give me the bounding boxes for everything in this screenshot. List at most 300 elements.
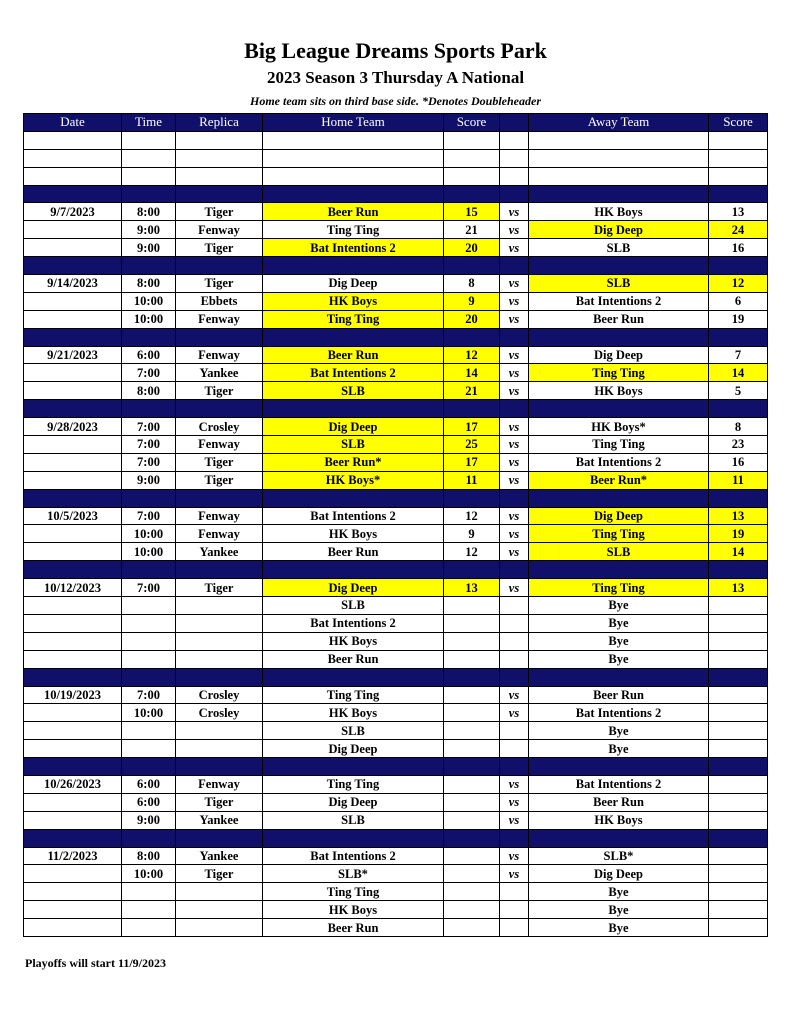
replica-cell (176, 883, 263, 901)
separator-cell (444, 257, 500, 275)
home-team-cell: Bat Intentions 2 (263, 239, 444, 257)
week-separator (24, 489, 768, 507)
away-score-cell (709, 597, 768, 615)
home-score-cell (444, 901, 500, 919)
away-score-cell: 14 (709, 364, 768, 382)
date-cell: 11/2/2023 (24, 847, 122, 865)
time-cell: 8:00 (122, 275, 176, 293)
away-team-cell: Bat Intentions 2 (529, 704, 709, 722)
replica-cell (176, 632, 263, 650)
date-cell (24, 453, 122, 471)
home-team-cell: Beer Run (263, 346, 444, 364)
away-score-cell (709, 883, 768, 901)
replica-cell: Tiger (176, 382, 263, 400)
replica-cell: Tiger (176, 793, 263, 811)
separator-cell (24, 829, 122, 847)
time-cell: 6:00 (122, 346, 176, 364)
table-row (24, 471, 768, 489)
home-score-cell: 11 (444, 471, 500, 489)
away-team-cell: Ting Ting (529, 436, 709, 454)
page-note: Home team sits on third base side. *Denotes Doubleheader (250, 94, 541, 108)
home-score-cell (444, 632, 500, 650)
separator-cell (24, 328, 122, 346)
date-cell: 10/5/2023 (24, 507, 122, 525)
replica-cell: Fenway (176, 346, 263, 364)
home-score-cell (444, 704, 500, 722)
table-row (24, 418, 768, 436)
time-cell (122, 131, 176, 149)
away-team-cell (529, 167, 709, 185)
date-cell (24, 436, 122, 454)
separator-cell (444, 829, 500, 847)
date-cell (24, 650, 122, 668)
home-score-cell (444, 811, 500, 829)
away-score-cell (709, 722, 768, 740)
date-cell: 9/14/2023 (24, 275, 122, 293)
separator-cell (709, 758, 768, 776)
date-cell (24, 221, 122, 239)
separator-cell (263, 758, 444, 776)
col-header-away-team: Away Team (529, 114, 709, 132)
table-row (24, 346, 768, 364)
home-team-cell: Dig Deep (263, 579, 444, 597)
vs-cell (500, 597, 529, 615)
separator-cell (500, 668, 529, 686)
date-cell (24, 543, 122, 561)
date-cell: 10/19/2023 (24, 686, 122, 704)
vs-cell (500, 650, 529, 668)
time-cell: 10:00 (122, 292, 176, 310)
separator-cell (444, 489, 500, 507)
vs-cell: vs (500, 686, 529, 704)
replica-cell: Yankee (176, 847, 263, 865)
separator-cell (709, 668, 768, 686)
table-row (24, 364, 768, 382)
time-cell (122, 149, 176, 167)
vs-cell: vs (500, 525, 529, 543)
date-cell: 9/28/2023 (24, 418, 122, 436)
home-team-cell: Ting Ting (263, 883, 444, 901)
home-team-cell (263, 131, 444, 149)
page-title: Big League Dreams Sports Park (244, 38, 547, 63)
separator-cell (709, 400, 768, 418)
away-score-cell: 13 (709, 579, 768, 597)
replica-cell (176, 740, 263, 758)
time-cell (122, 632, 176, 650)
home-score-cell (444, 650, 500, 668)
time-cell (122, 901, 176, 919)
home-score-cell (444, 614, 500, 632)
date-cell (24, 167, 122, 185)
home-score-cell: 13 (444, 579, 500, 597)
separator-cell (500, 829, 529, 847)
replica-cell: Tiger (176, 579, 263, 597)
separator-cell (263, 400, 444, 418)
home-team-cell: HK Boys (263, 704, 444, 722)
away-score-cell (709, 847, 768, 865)
home-score-cell (444, 775, 500, 793)
vs-cell: vs (500, 847, 529, 865)
away-score-cell (709, 149, 768, 167)
away-score-cell (709, 740, 768, 758)
home-team-cell: Bat Intentions 2 (263, 364, 444, 382)
replica-cell (176, 149, 263, 167)
date-cell (24, 149, 122, 167)
table-row (24, 865, 768, 883)
home-score-cell: 20 (444, 310, 500, 328)
table-row (24, 793, 768, 811)
away-score-cell (709, 811, 768, 829)
home-score-cell: 17 (444, 418, 500, 436)
vs-cell: vs (500, 543, 529, 561)
replica-cell: Ebbets (176, 292, 263, 310)
separator-cell (122, 758, 176, 776)
away-team-cell: HK Boys (529, 382, 709, 400)
vs-cell: vs (500, 310, 529, 328)
home-team-cell: HK Boys (263, 632, 444, 650)
home-team-cell: Ting Ting (263, 686, 444, 704)
home-team-cell: Bat Intentions 2 (263, 847, 444, 865)
table-row (24, 704, 768, 722)
vs-cell (500, 901, 529, 919)
table-row (24, 919, 768, 937)
table-row (24, 722, 768, 740)
separator-cell (529, 561, 709, 579)
table-row (24, 275, 768, 293)
home-score-cell: 21 (444, 221, 500, 239)
away-team-cell: Bat Intentions 2 (529, 775, 709, 793)
date-cell (24, 382, 122, 400)
home-score-cell (444, 883, 500, 901)
separator-cell (24, 400, 122, 418)
table-row (24, 382, 768, 400)
away-team-cell: Bye (529, 919, 709, 937)
time-cell: 6:00 (122, 793, 176, 811)
time-cell: 7:00 (122, 579, 176, 597)
time-cell (122, 650, 176, 668)
date-cell (24, 614, 122, 632)
home-score-cell (444, 686, 500, 704)
vs-cell (500, 614, 529, 632)
replica-cell (176, 131, 263, 149)
home-team-cell: Beer Run (263, 543, 444, 561)
home-team-cell: Dig Deep (263, 275, 444, 293)
vs-cell: vs (500, 865, 529, 883)
vs-cell (500, 632, 529, 650)
away-team-cell: Bat Intentions 2 (529, 453, 709, 471)
vs-cell: vs (500, 704, 529, 722)
separator-cell (500, 400, 529, 418)
separator-cell (500, 185, 529, 203)
home-score-cell: 8 (444, 275, 500, 293)
away-team-cell: Ting Ting (529, 364, 709, 382)
header-row (24, 114, 768, 132)
date-cell (24, 865, 122, 883)
home-team-cell: Ting Ting (263, 775, 444, 793)
separator-cell (122, 668, 176, 686)
home-team-cell: Beer Run* (263, 453, 444, 471)
col-header-vs (500, 114, 529, 132)
away-score-cell: 8 (709, 418, 768, 436)
week-separator (24, 829, 768, 847)
home-team-cell: Ting Ting (263, 221, 444, 239)
table-row (24, 579, 768, 597)
time-cell: 8:00 (122, 382, 176, 400)
home-score-cell: 12 (444, 543, 500, 561)
home-score-cell: 9 (444, 292, 500, 310)
away-score-cell (709, 632, 768, 650)
table-row (24, 507, 768, 525)
vs-cell (500, 919, 529, 937)
col-header-time: Time (122, 114, 176, 132)
home-team-cell: Ting Ting (263, 310, 444, 328)
separator-cell (176, 829, 263, 847)
away-team-cell: HK Boys (529, 203, 709, 221)
away-team-cell: Dig Deep (529, 346, 709, 364)
time-cell (122, 597, 176, 615)
separator-cell (709, 561, 768, 579)
home-team-cell: Dig Deep (263, 740, 444, 758)
table-row (24, 614, 768, 632)
away-score-cell: 6 (709, 292, 768, 310)
table-row (24, 632, 768, 650)
replica-cell: Tiger (176, 275, 263, 293)
away-score-cell: 24 (709, 221, 768, 239)
home-team-cell (263, 167, 444, 185)
separator-cell (176, 561, 263, 579)
date-cell (24, 310, 122, 328)
replica-cell: Crosley (176, 704, 263, 722)
date-cell (24, 883, 122, 901)
time-cell (122, 614, 176, 632)
date-cell (24, 239, 122, 257)
vs-cell: vs (500, 382, 529, 400)
vs-cell: vs (500, 811, 529, 829)
replica-cell: Tiger (176, 203, 263, 221)
col-header-date: Date (24, 114, 122, 132)
replica-cell: Fenway (176, 775, 263, 793)
separator-cell (176, 185, 263, 203)
separator-cell (444, 561, 500, 579)
vs-cell: vs (500, 471, 529, 489)
time-cell: 7:00 (122, 686, 176, 704)
table-row (24, 883, 768, 901)
away-team-cell (529, 149, 709, 167)
time-cell: 8:00 (122, 847, 176, 865)
table-row (24, 203, 768, 221)
away-team-cell: SLB (529, 239, 709, 257)
vs-cell (500, 149, 529, 167)
away-team-cell (529, 131, 709, 149)
separator-cell (444, 668, 500, 686)
away-score-cell: 13 (709, 203, 768, 221)
separator-cell (529, 400, 709, 418)
home-score-cell: 15 (444, 203, 500, 221)
replica-cell: Yankee (176, 543, 263, 561)
away-team-cell: Bye (529, 901, 709, 919)
home-score-cell (444, 793, 500, 811)
separator-cell (529, 668, 709, 686)
table-row (24, 453, 768, 471)
time-cell: 7:00 (122, 364, 176, 382)
date-cell (24, 292, 122, 310)
table-row (24, 436, 768, 454)
table-row (24, 686, 768, 704)
separator-cell (263, 668, 444, 686)
date-cell (24, 919, 122, 937)
away-score-cell: 23 (709, 436, 768, 454)
home-score-cell (444, 847, 500, 865)
home-team-cell: SLB (263, 811, 444, 829)
col-header-home-score: Score (444, 114, 500, 132)
table-row (24, 221, 768, 239)
separator-cell (122, 185, 176, 203)
date-cell (24, 597, 122, 615)
separator-cell (263, 328, 444, 346)
vs-cell (500, 131, 529, 149)
away-team-cell: Bye (529, 883, 709, 901)
away-team-cell: Bye (529, 597, 709, 615)
separator-cell (263, 185, 444, 203)
replica-cell: Tiger (176, 453, 263, 471)
separator-cell (709, 185, 768, 203)
home-score-cell: 21 (444, 382, 500, 400)
home-score-cell (444, 167, 500, 185)
away-score-cell (709, 704, 768, 722)
table-row (24, 650, 768, 668)
replica-cell: Fenway (176, 310, 263, 328)
date-cell (24, 811, 122, 829)
vs-cell (500, 883, 529, 901)
time-cell: 7:00 (122, 453, 176, 471)
separator-cell (500, 758, 529, 776)
separator-cell (263, 257, 444, 275)
home-team-cell: HK Boys (263, 901, 444, 919)
separator-cell (709, 328, 768, 346)
vs-cell: vs (500, 436, 529, 454)
date-cell (24, 704, 122, 722)
col-header-home-team: Home Team (263, 114, 444, 132)
separator-cell (176, 758, 263, 776)
home-team-cell: Beer Run (263, 919, 444, 937)
away-team-cell: Bye (529, 614, 709, 632)
date-cell (24, 471, 122, 489)
week-separator (24, 561, 768, 579)
vs-cell (500, 722, 529, 740)
week-separator (24, 400, 768, 418)
replica-cell (176, 901, 263, 919)
away-team-cell: Dig Deep (529, 507, 709, 525)
separator-cell (444, 758, 500, 776)
separator-cell (529, 829, 709, 847)
away-score-cell: 7 (709, 346, 768, 364)
home-score-cell (444, 740, 500, 758)
table-row (24, 847, 768, 865)
table-row (24, 740, 768, 758)
replica-cell: Fenway (176, 525, 263, 543)
replica-cell: Fenway (176, 221, 263, 239)
home-team-cell: HK Boys* (263, 471, 444, 489)
home-score-cell: 20 (444, 239, 500, 257)
home-score-cell: 9 (444, 525, 500, 543)
away-score-cell (709, 614, 768, 632)
date-cell: 9/21/2023 (24, 346, 122, 364)
home-team-cell: Bat Intentions 2 (263, 507, 444, 525)
home-team-cell: Bat Intentions 2 (263, 614, 444, 632)
separator-cell (176, 489, 263, 507)
separator-cell (444, 400, 500, 418)
home-score-cell: 12 (444, 346, 500, 364)
vs-cell: vs (500, 275, 529, 293)
vs-cell (500, 167, 529, 185)
away-score-cell: 11 (709, 471, 768, 489)
vs-cell: vs (500, 579, 529, 597)
home-score-cell (444, 919, 500, 937)
away-score-cell (709, 775, 768, 793)
vs-cell: vs (500, 775, 529, 793)
home-team-cell: SLB* (263, 865, 444, 883)
table-row (24, 597, 768, 615)
replica-cell (176, 167, 263, 185)
replica-cell (176, 614, 263, 632)
time-cell: 7:00 (122, 436, 176, 454)
home-team-cell: Beer Run (263, 203, 444, 221)
table-row (24, 149, 768, 167)
away-score-cell (709, 865, 768, 883)
time-cell (122, 919, 176, 937)
separator-cell (176, 328, 263, 346)
away-score-cell: 19 (709, 525, 768, 543)
away-team-cell: Bye (529, 632, 709, 650)
time-cell: 9:00 (122, 811, 176, 829)
col-header-away-score: Score (709, 114, 768, 132)
time-cell: 9:00 (122, 221, 176, 239)
time-cell: 10:00 (122, 865, 176, 883)
vs-cell: vs (500, 364, 529, 382)
away-team-cell: Beer Run (529, 310, 709, 328)
home-score-cell (444, 597, 500, 615)
separator-cell (500, 561, 529, 579)
home-team-cell (263, 149, 444, 167)
away-team-cell: Beer Run (529, 686, 709, 704)
separator-cell (500, 257, 529, 275)
away-team-cell: Ting Ting (529, 525, 709, 543)
date-cell (24, 525, 122, 543)
time-cell: 10:00 (122, 525, 176, 543)
replica-cell: Yankee (176, 364, 263, 382)
separator-cell (176, 668, 263, 686)
date-cell (24, 740, 122, 758)
replica-cell: Tiger (176, 471, 263, 489)
vs-cell: vs (500, 292, 529, 310)
date-cell: 9/7/2023 (24, 203, 122, 221)
replica-cell: Crosley (176, 686, 263, 704)
away-score-cell: 12 (709, 275, 768, 293)
separator-cell (529, 257, 709, 275)
table-row (24, 525, 768, 543)
away-score-cell (709, 131, 768, 149)
separator-cell (529, 489, 709, 507)
away-score-cell: 13 (709, 507, 768, 525)
separator-cell (709, 257, 768, 275)
home-team-cell: HK Boys (263, 525, 444, 543)
away-team-cell: HK Boys* (529, 418, 709, 436)
home-score-cell (444, 131, 500, 149)
table-row (24, 131, 768, 149)
away-team-cell: SLB (529, 275, 709, 293)
table-row (24, 775, 768, 793)
separator-cell (709, 829, 768, 847)
